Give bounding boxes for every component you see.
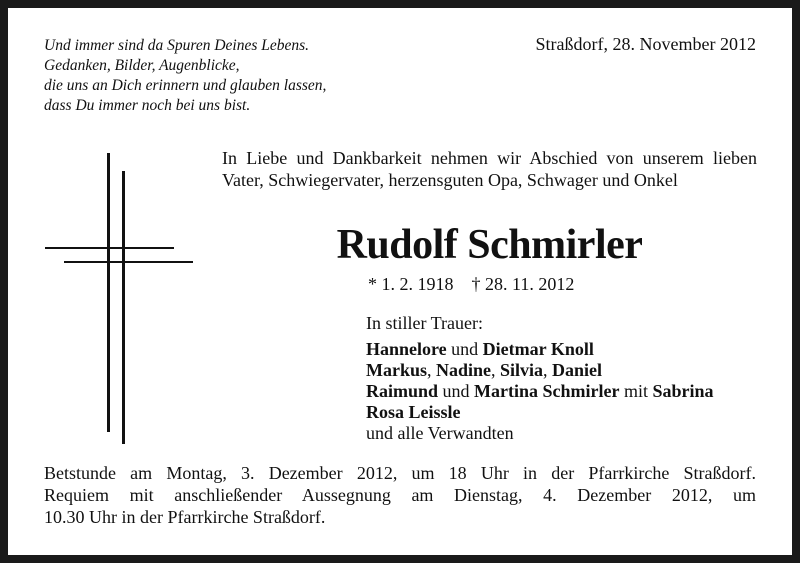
poem-line: die uns an Dich erinnern und glauben lassen, bbox=[44, 77, 327, 94]
mourner-name: Hannelore bbox=[366, 339, 447, 359]
connector-text: , bbox=[427, 360, 437, 380]
mourner-name: Daniel bbox=[552, 360, 603, 380]
service-line: Requiem mit anschließender Aussegnung am Dienstag, 4. Dezember 2012, um bbox=[44, 485, 756, 505]
birth-date: * 1. 2. 1918 bbox=[368, 274, 454, 294]
relatives-line: und alle Verwandten bbox=[366, 423, 514, 443]
connector-text: mit bbox=[619, 381, 653, 401]
mourner-name: Markus bbox=[366, 360, 428, 380]
connector-text: , bbox=[543, 360, 553, 380]
life-dates bbox=[368, 274, 574, 295]
death-date: † 28. 11. 2012 bbox=[471, 274, 575, 294]
mourner-line bbox=[366, 381, 714, 402]
mourner-name: Nadine bbox=[436, 360, 492, 380]
mourner-name: Sabrina bbox=[652, 381, 714, 401]
mourner-line bbox=[366, 360, 714, 381]
connector-text: und bbox=[438, 381, 475, 401]
service-details bbox=[44, 462, 756, 528]
service-line: 10.30 Uhr in der Pfarrkirche Straßdorf. bbox=[44, 507, 326, 527]
mourners-list bbox=[366, 313, 714, 444]
poem-line: dass Du immer noch bei uns bist. bbox=[44, 97, 251, 114]
mourner-line bbox=[366, 339, 714, 360]
memorial-poem bbox=[44, 36, 326, 116]
farewell-intro: In Liebe und Dankbarkeit nehmen wir Abschied von unserem lieben Vater, Schwiegervater, herzensguten Opa, Schwager und Onkel bbox=[222, 148, 757, 190]
connector-text: , bbox=[491, 360, 501, 380]
mourner-name: Silvia bbox=[500, 360, 544, 380]
connector-text: und bbox=[446, 339, 483, 359]
service-line: Betstunde am Montag, 3. Dezember 2012, um 18 Uhr in der Pfarrkirche Straßdorf. bbox=[44, 463, 756, 483]
mourners-heading: In stiller Trauer: bbox=[366, 313, 483, 333]
poem-line: Und immer sind da Spuren Deines Lebens. bbox=[44, 37, 310, 54]
poem-line: Gedanken, Bilder, Augenblicke, bbox=[44, 57, 240, 74]
place-and-date: Straßdorf, 28. November 2012 bbox=[535, 34, 756, 54]
mourner-name: Raimund bbox=[366, 381, 439, 401]
mourner-name: Dietmar Knoll bbox=[482, 339, 594, 359]
mourner-line: Rosa Leissle bbox=[366, 402, 461, 422]
mourner-name: Martina Schmirler bbox=[474, 381, 620, 401]
deceased-name: Rudolf Schmirler bbox=[336, 222, 643, 268]
